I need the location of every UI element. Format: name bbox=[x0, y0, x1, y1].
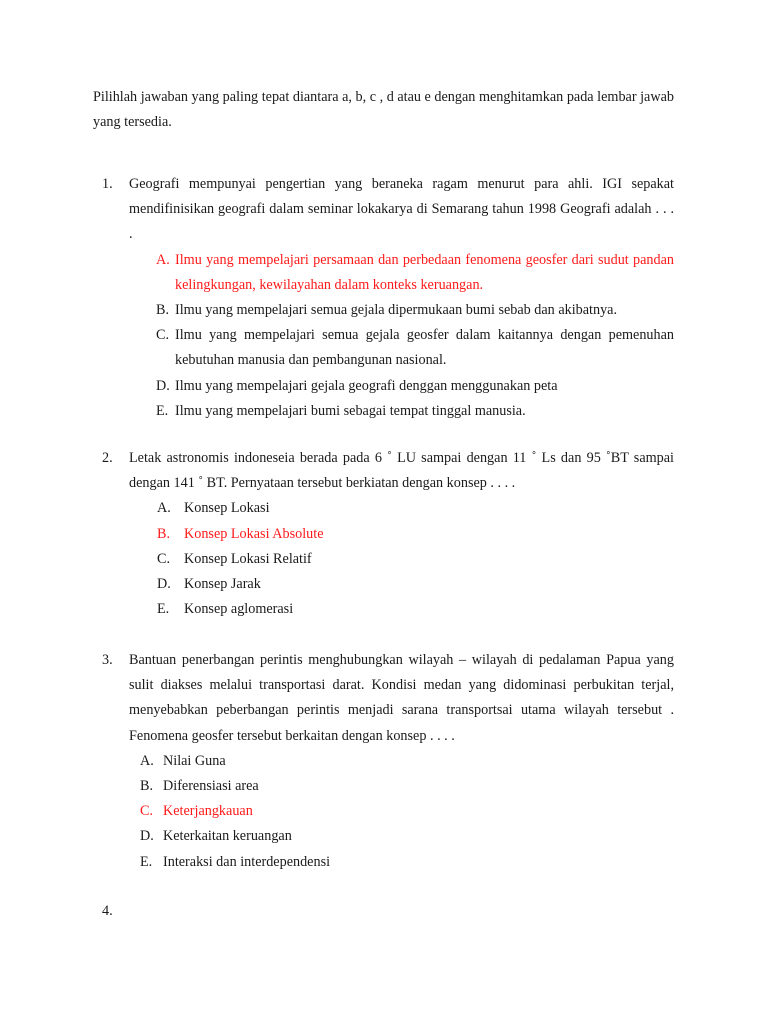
option-text: Ilmu yang mempelajari gejala geografi denggan menggunakan peta bbox=[175, 377, 558, 394]
option-text: Interaksi dan interdependensi bbox=[163, 853, 331, 870]
option-label: C. bbox=[140, 803, 154, 820]
option-a[interactable] bbox=[93, 749, 674, 774]
option-b[interactable] bbox=[93, 522, 674, 547]
option-label: A. bbox=[140, 752, 154, 769]
option-label: B. bbox=[157, 525, 171, 542]
option-a[interactable] bbox=[93, 496, 674, 521]
option-label: B. bbox=[156, 302, 170, 319]
option-c[interactable] bbox=[93, 323, 674, 373]
options-list bbox=[93, 496, 674, 622]
option-text: Konsep Lokasi Absolute bbox=[184, 525, 324, 542]
option-text: Nilai Guna bbox=[163, 752, 226, 769]
option-label: D. bbox=[140, 828, 154, 845]
option-text: Konsep Lokasi Relatif bbox=[184, 550, 312, 567]
option-d[interactable] bbox=[93, 572, 674, 597]
option-text: Ilmu yang mempelajari semua gejala dipermukaan bumi sebab dan akibatnya. bbox=[175, 302, 618, 319]
option-text: Ilmu yang mempelajari semua gejala geosfer dalam kaitannya dengan pemenuhan kebutuhan manusia dan pembangunan nasional. bbox=[175, 327, 674, 369]
option-e[interactable] bbox=[93, 597, 674, 622]
options-list bbox=[93, 248, 674, 424]
option-label: E. bbox=[157, 601, 170, 618]
question-text: Letak astronomis indoneseia berada pada 6 ˚ LU sampai dengan 11 ˚ Ls dan 95 ˚BT sampai dengan 141 ˚ BT. Pernyataan tersebut berkiatan dengan konsep . . . . bbox=[129, 450, 674, 492]
option-text: Keterkaitan keruangan bbox=[163, 828, 292, 845]
option-b[interactable] bbox=[93, 774, 674, 799]
option-text: Ilmu yang mempelajari bumi sebagai tempat tinggal manusia. bbox=[175, 402, 526, 419]
question-3 bbox=[93, 648, 674, 875]
question-text: Geografi mempunyai pengertian yang beraneka ragam menurut para ahli. IGI sepakat mendifinisikan geografi dalam seminar lokakarya di Semarang tahun 1998 Geografi adalah . . . . bbox=[129, 176, 674, 243]
option-label: E. bbox=[156, 402, 169, 419]
option-label: C. bbox=[156, 327, 170, 344]
option-label: B. bbox=[140, 778, 154, 795]
question-2 bbox=[93, 446, 674, 622]
option-label: A. bbox=[157, 500, 171, 517]
instructions-paragraph: Pilihlah jawaban yang paling tepat diantara a, b, c , d atau e dengan menghitamkan pada lembar jawab yang tersedia. bbox=[93, 89, 674, 130]
option-c[interactable] bbox=[93, 547, 674, 572]
option-a[interactable] bbox=[93, 248, 674, 298]
option-text: Konsep Lokasi bbox=[184, 500, 270, 517]
question-number: 1. bbox=[102, 176, 113, 192]
option-text: Keterjangkauan bbox=[163, 803, 253, 820]
option-label: C. bbox=[157, 550, 171, 567]
option-d[interactable] bbox=[93, 374, 674, 399]
option-text: Ilmu yang mempelajari persamaan dan perbedaan fenomena geosfer dari sudut pandan kelingkungan, kewilayahan dalam konteks keruangan. bbox=[175, 251, 674, 293]
option-e[interactable] bbox=[93, 399, 674, 424]
question-number: 2. bbox=[102, 450, 113, 466]
option-label: D. bbox=[156, 377, 170, 394]
option-d[interactable] bbox=[93, 824, 674, 849]
question-1 bbox=[93, 172, 674, 424]
option-text: Diferensiasi area bbox=[163, 778, 259, 795]
options-list bbox=[93, 749, 674, 875]
option-c[interactable] bbox=[93, 799, 674, 824]
question-text: Bantuan penerbangan perintis menghubungkan wilayah – wilayah di pedalaman Papua yang sulit diakses melalui transportasi darat. Kondisi medan yang didominasi perbukitan terjal, menyebabkan peberbangan perintis menjadi sarana transportsai utama wilayah tersebut . Fenomena geosfer tersebut berkaitan dengan konsep . . . . bbox=[129, 652, 674, 744]
option-text: Konsep aglomerasi bbox=[184, 601, 294, 618]
option-label: D. bbox=[157, 576, 171, 593]
option-label: E. bbox=[140, 853, 153, 870]
question-number: 3. bbox=[102, 652, 113, 668]
option-text: Konsep Jarak bbox=[184, 576, 261, 593]
option-e[interactable] bbox=[93, 850, 674, 875]
question-number: 4. bbox=[102, 903, 113, 919]
option-b[interactable] bbox=[93, 298, 674, 323]
option-label: A. bbox=[156, 251, 170, 268]
